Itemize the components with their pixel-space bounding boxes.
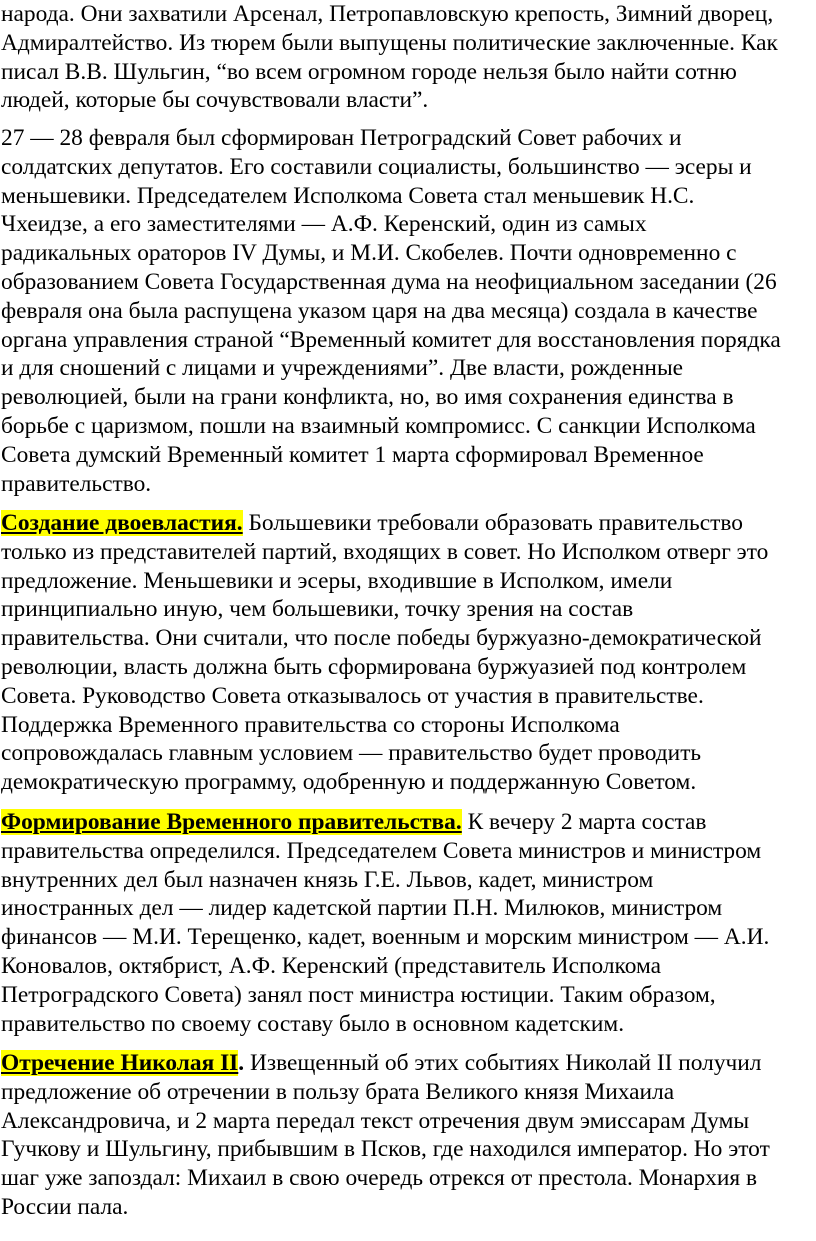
heading-provisional-government: Формирование Временного правительства. xyxy=(1,809,462,835)
heading-abdication: Отречение Николая II xyxy=(1,1050,239,1076)
paragraph-2-text: 27 — 28 февраля был сформирован Петроградский Совет рабочих и солдатских депутатов. Его составили социалисты, большинство — эсеры и меньшевики. Председателем Исполкома Совета стал меньшевик Н.С. Чхеидзе, а его заместителями — А.Ф. Керенский, один из самых радикальных ораторов IV Думы, и М.И. Скобелев. Почти одновременно с образованием Совета Государственная дума на неофициальном заседании (26 февраля она была распущена указом царя на два месяца) создала в качестве органа управления страной “Временный комитет для восстановления порядка и для сношений с лицами и учреждениями”. Две власти, рожденные революцией, были на грани конфликта, но, во имя сохранения единства в борьбе с царизмом, пошли на взаимный компромисс. С санкции Исполкома Совета думский Временный комитет 1 марта сформировал Временное правительство. xyxy=(1,125,781,497)
paragraph-provisional-government-text: К вечеру 2 марта состав правительства определился. Председателем Совета министров и министром внутренних дел был назначен князь Г.Е. Львов, кадет, министром иностранных дел — лидер кадетской партии П.Н. Милюков, министром финансов — М.И. Терещенко, кадет, военным и морским министром — А.И. Коновалов, октябрист, А.Ф. Керенский (представитель Исполкома Петроградского Совета) занял пост министра юстиции. Таким образом, правительство по своему составу было в основном кадетским. xyxy=(1,809,770,1037)
paragraph-dual-power xyxy=(0,509,816,797)
paragraph-1 xyxy=(0,0,816,115)
paragraph-dual-power-text: Большевики требовали образовать правительство только из представителей партий, входящих в совет. Но Исполком отверг это предложение. Меньшевики и эсеры, входившие в Исполком, имели принципиально иную, чем большевики, точку зрения на состав правительства. Они считали, что после победы буржуазно-демократической революции, власть должна быть сформирована буржуазией под контролем Совета. Руководство Совета отказывалось от участия в правительстве. Поддержка Временного правительства со стороны Исполкома сопровождалась главным условием — правительство будет проводить демократическую программу, одобренную и поддержанную Советом. xyxy=(1,510,769,796)
paragraph-abdication xyxy=(0,1049,816,1222)
paragraph-abdication-text: Извещенный об этих событиях Николай II получил предложение об отречении в пользу брата Великого князя Михаила Александровича, и 2 марта передал текст отречения двум эмиссарам Думы Гучкову и Шульгину, прибывшим в Псков, где находился император. Но этот шаг уже запоздал: Михаил в свою очередь отрекся от престола. Монархия в России пала. xyxy=(1,1050,770,1220)
paragraph-provisional-government xyxy=(0,808,816,1038)
heading-dual-power: Создание двоевластия. xyxy=(1,510,243,536)
heading-abdication-suffix: . xyxy=(238,1050,245,1076)
paragraph-1-text: народа. Они захватили Арсенал, Петропавловскую крепость, Зимний дворец, Адмиралтейство. Из тюрем были выпущены политические заключенные. Как писал В.В. Шульгин, “во всем огромном городе нельзя было найти сотню людей, которые бы сочувствовали власти”. xyxy=(1,1,778,114)
paragraph-2 xyxy=(0,124,816,498)
